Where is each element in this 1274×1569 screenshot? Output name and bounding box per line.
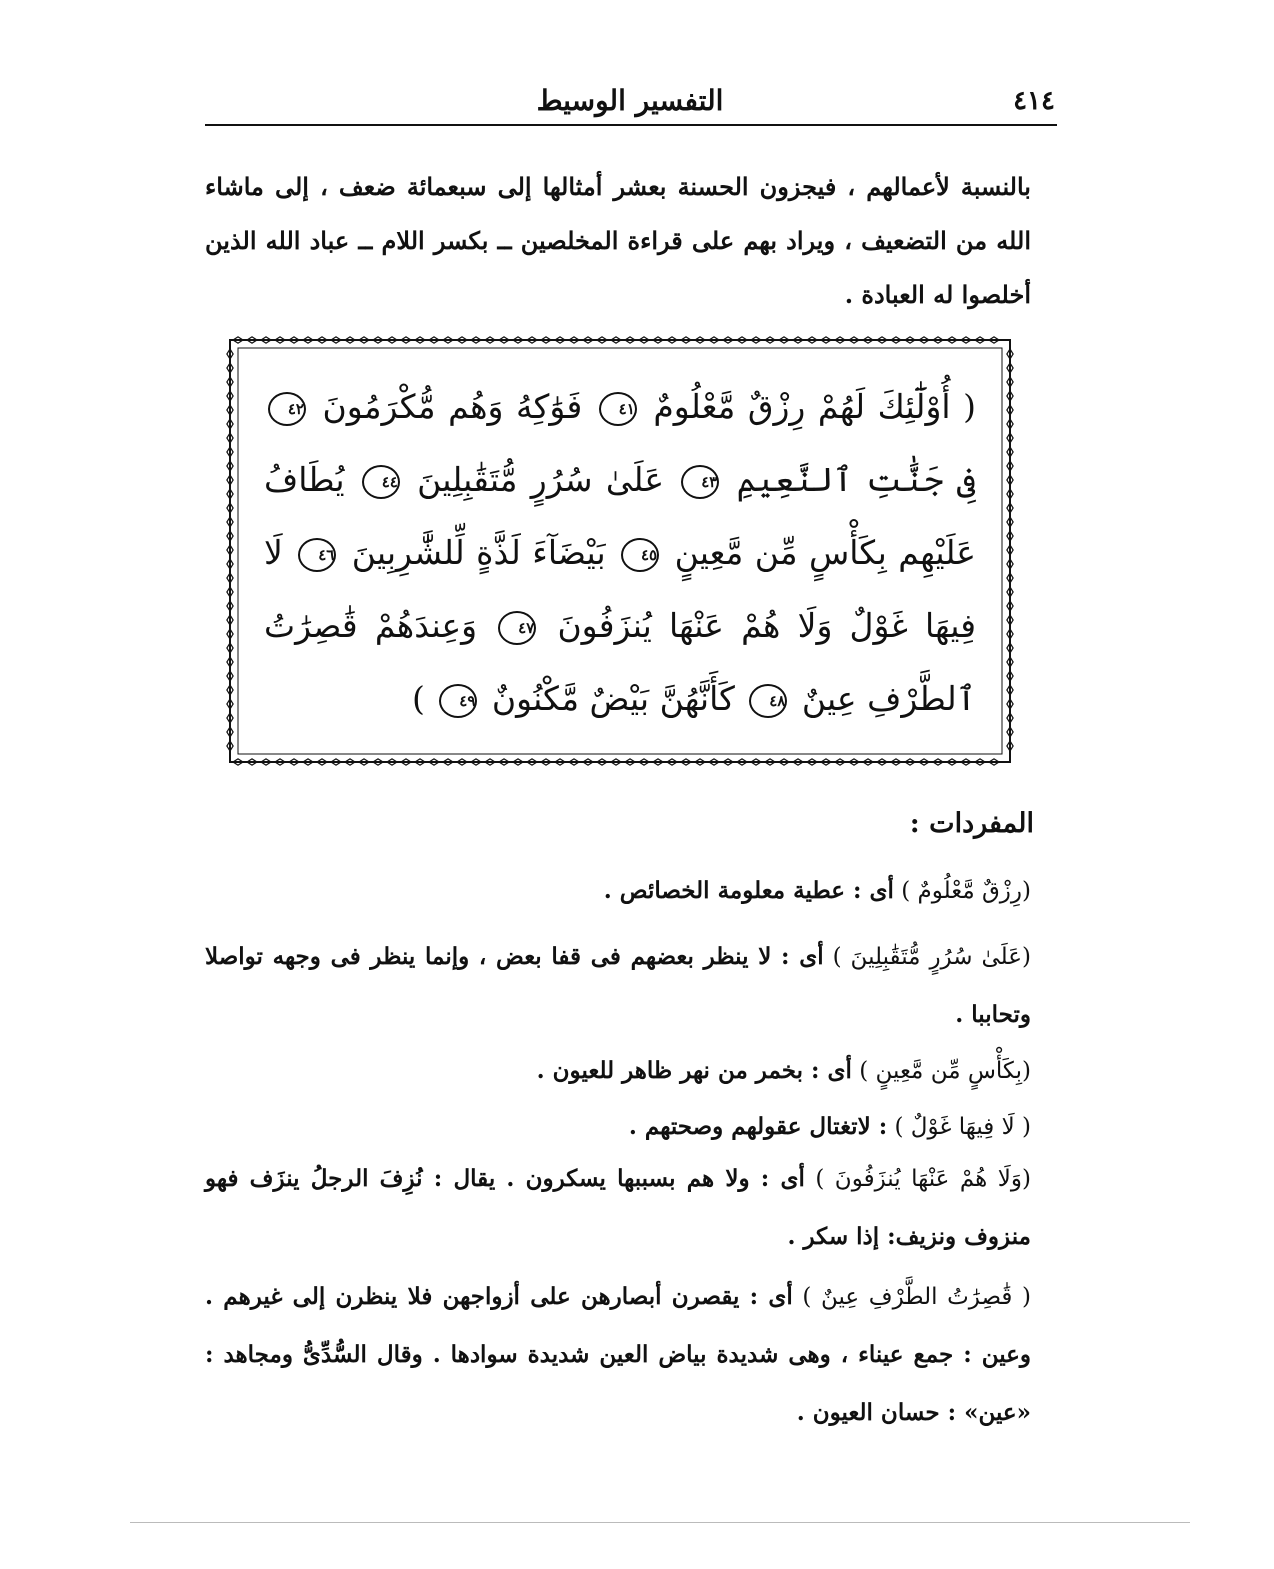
vocabulary-term: (عَلَىٰ سُرُرٍ مُّتَقَٰبِلِينَ ) xyxy=(823,944,1031,970)
vocabulary-gloss: أى : ولا هم بسببها يسكرون . يقال : نُزِفَ الرجلُ ينزَف فهو منزوف ونزيف: إذا سكر . xyxy=(205,1165,1031,1250)
quran-verse-box xyxy=(224,330,1016,772)
vocabulary-term: (رِزْقٌ مَّعْلُومٌ ) xyxy=(893,878,1031,904)
page-number: ٤١٤ xyxy=(1013,86,1055,116)
verse-segment: فِى جَنَّٰتِ ٱلنَّعِيمِ xyxy=(723,460,976,499)
verse-segment: لَا فِيهَا غَوْلٌ وَلَا هُمْ عَنْهَا يُنزَفُونَ xyxy=(264,533,976,645)
vocabulary-entry xyxy=(205,1268,1031,1442)
vocabulary-gloss: أى : بخمر من نهر ظاهر للعيون . xyxy=(536,1057,852,1084)
vocabulary-term: ( قَٰصِرَٰتُ الطَّرْفِ عِينٌ ) xyxy=(792,1284,1031,1310)
bottom-rule xyxy=(130,1522,1190,1523)
verse-close-paren: ) xyxy=(412,679,425,718)
vocabulary-entry xyxy=(205,1150,1031,1266)
vocabulary-gloss: أى : يقصرن أبصارهن على أزواجهن فلا ينظرن إلى غيرهم . وعين : جمع عيناء ، وهى شديدة بياض العين شديدة سوادها . وقال السُّدِّىُّ ومجاهد : «عين» : حسان العيون . xyxy=(205,1283,1031,1426)
running-title: التفسير الوسيط xyxy=(536,84,724,117)
vocabulary-entry xyxy=(205,1042,1081,1100)
ayah-number-marker: ٤٤ xyxy=(362,465,400,499)
vocabulary-gloss: أى : لا ينظر بعضهم فى قفا بعض ، وإنما ينظر فى وجهه تواصلا وتحاببا . xyxy=(205,943,1031,1028)
ayah-number-marker: ٤٥ xyxy=(621,538,659,572)
verse-segment: أُوْلَٰٓئِكَ لَهُمْ رِزْقٌ مَّعْلُومٌ xyxy=(640,387,951,426)
vocabulary-gloss: أى : عطية معلومة الخصائص . xyxy=(603,877,894,904)
vocabulary-term: ( لَا فِيهَا غَوْلٌ ) xyxy=(887,1114,1031,1140)
ayah-number-marker: ٤٦ xyxy=(298,538,336,572)
vocabulary-term: (بِكَأْسٍ مِّن مَّعِينٍ ) xyxy=(851,1058,1031,1084)
ayah-number-marker: ٤٨ xyxy=(749,684,787,718)
vocabulary-entry xyxy=(205,862,1081,920)
verse-segment: كَأَنَّهُنَّ بَيْضٌ مَّكْنُونٌ xyxy=(481,679,735,718)
vocabulary-term: (وَلَا هُمْ عَنْهَا يُنزَفُونَ ) xyxy=(804,1166,1032,1192)
header-rule xyxy=(205,124,1057,126)
verse-segment: وَعِندَهُمْ قَٰصِرَٰتُ ٱلطَّرْفِ عِينٌ xyxy=(264,606,976,718)
ayah-number-marker: ٤٢ xyxy=(268,392,306,426)
ayah-number-marker: ٤١ xyxy=(599,392,637,426)
verse-text xyxy=(264,370,976,735)
verse-segment: يُطَافُ عَلَيْهِم بِكَأْسٍ مِّن مَّعِينٍ xyxy=(264,460,976,572)
vocabulary-heading: المفردات : xyxy=(909,808,1034,839)
ayah-number-marker: ٤٧ xyxy=(498,611,536,645)
vocabulary-gloss: : لاتغتال عقولهم وصحتهم . xyxy=(628,1113,888,1140)
vocabulary-entry xyxy=(205,928,1031,1044)
ayah-number-marker: ٤٩ xyxy=(439,684,477,718)
intro-paragraph: بالنسبة لأعمالهم ، فيجزون الحسنة بعشر أمثالها إلى سبعمائة ضعف ، إلى ماشاء الله من التضعيف ، ويراد بهم على قراءة المخلصين ــ بكسر اللام ــ عباد الله الذين أخلصوا له العبادة . xyxy=(205,172,1031,309)
ayah-number-marker: ٤٣ xyxy=(681,465,719,499)
verse-segment: بَيْضَآءَ لَذَّةٍ لِّلشَّٰرِبِينَ xyxy=(340,533,606,572)
verse-open-paren: ( xyxy=(950,387,977,426)
page-header xyxy=(205,82,1055,122)
vocabulary-entry xyxy=(205,1098,1081,1156)
verse-segment: عَلَىٰ سُرُرٍ مُّتَقَٰبِلِينَ xyxy=(403,460,665,499)
verse-segment: فَوَٰكِهُ وَهُم مُّكْرَمُونَ xyxy=(310,387,583,426)
